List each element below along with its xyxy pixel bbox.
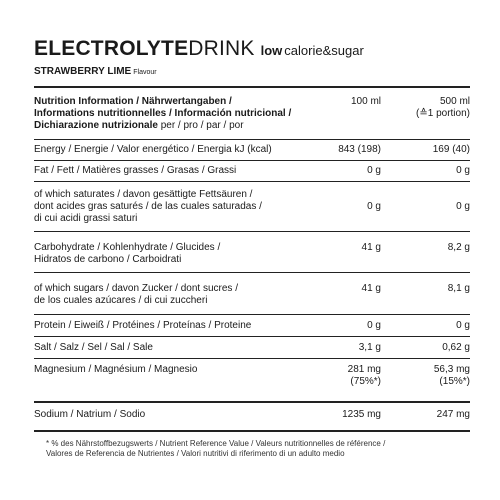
- row-value-reference: (75%*): [350, 376, 381, 387]
- row-value-100ml: 0 g: [367, 320, 381, 331]
- row-label-line: Hidratos de carbono / Carboidrati: [34, 254, 182, 265]
- row-value-100ml: [311, 364, 381, 388]
- row-value-100ml: 41 g: [361, 242, 381, 253]
- row-value-500ml: 8,1 g: [447, 283, 470, 294]
- row-divider: [34, 160, 470, 161]
- row-value-line: 281 mg: [347, 364, 381, 375]
- row-divider: [34, 139, 470, 140]
- row-label: Fat / Fett / Matières grasses / Grasas / Grassi: [34, 165, 237, 176]
- row-divider: [34, 358, 470, 359]
- row-value-100ml: 0 g: [367, 165, 381, 176]
- row-label: Magnesium / Magnésium / Magnesio: [34, 364, 198, 375]
- row-label-line: de los cuales azúcares / di cui zuccheri: [34, 295, 208, 306]
- row-value-500ml: 247 mg: [436, 409, 470, 420]
- row-value-100ml: 0 g: [367, 201, 381, 212]
- row-label: [34, 283, 302, 307]
- row-label-line: di cui acidi grassi saturi: [34, 213, 138, 224]
- header-line-2: Informations nutritionnelles / Información nutricional /: [34, 108, 292, 119]
- row-value-100ml: 1235 mg: [342, 409, 381, 420]
- flavour-line: [34, 64, 157, 79]
- bottom-rule: [34, 430, 470, 432]
- section-divider: [34, 401, 470, 403]
- row-value-reference: (15%*): [439, 376, 470, 387]
- header-line-3-light: per / pro / par / por: [157, 120, 244, 131]
- footnote-line-1: * % des Nährstoffbezugswerts / Nutrient Reference Value / Valeurs nutritionnelles de référence /: [46, 439, 386, 448]
- row-label-line: Carbohydrate / Kohlenhydrate / Glucides /: [34, 242, 221, 253]
- row-value-500ml: 8,2 g: [447, 242, 470, 253]
- row-label-line: of which sugars / davon Zucker / dont sucres /: [34, 283, 238, 294]
- brand-name-bold: ELECTROLYTE: [34, 37, 189, 60]
- row-value-line: 56,3 mg: [433, 364, 470, 375]
- product-title: [34, 38, 364, 62]
- row-label: Protein / Eiweiß / Protéines / Proteínas / Proteine: [34, 320, 252, 331]
- footnote: [46, 439, 470, 459]
- header-col-100ml: 100 ml: [350, 96, 381, 107]
- row-value-100ml: 843 (198): [338, 144, 381, 155]
- header-col-500ml-line1: 500 ml: [439, 96, 470, 107]
- row-divider: [34, 314, 470, 315]
- row-label-line: of which saturates / davon gesättigte Fettsäuren /: [34, 189, 253, 200]
- header-col-500ml-line2: (≙1 portion): [416, 108, 470, 119]
- row-value-500ml: 0,62 g: [442, 342, 470, 353]
- row-label: Salt / Salz / Sel / Sal / Sale: [34, 342, 153, 353]
- header-col-500ml: [390, 96, 470, 120]
- row-value-100ml: 41 g: [361, 283, 381, 294]
- row-value-500ml: 0 g: [456, 201, 470, 212]
- header-line-1: Nutrition Information / Nährwertangaben /: [34, 96, 232, 107]
- brand-name-light: DRINK: [188, 37, 255, 60]
- row-label: Energy / Energie / Valor energético / Energia kJ (kcal): [34, 144, 272, 155]
- row-divider: [34, 181, 470, 182]
- header-line-3-bold: Dichiarazione nutrizionale: [34, 120, 158, 131]
- footnote-line-2: Valores de Referencia de Nutrientes / Valori nutritivi di riferimento di un adulto medio: [46, 449, 345, 458]
- flavour-word: Flavour: [133, 69, 157, 76]
- row-label-line: dont acides gras saturés / de las cuales saturadas /: [34, 201, 262, 212]
- row-label: [34, 242, 302, 266]
- row-label: Sodium / Natrium / Sodio: [34, 409, 146, 420]
- flavour-name: STRAWBERRY LIME: [34, 66, 132, 77]
- row-divider: [34, 231, 470, 232]
- brand-tag-bold: low: [260, 43, 283, 58]
- brand-tag-light: calorie&sugar: [284, 43, 364, 58]
- row-label: [34, 189, 302, 225]
- row-value-500ml: 169 (40): [432, 144, 470, 155]
- top-rule: [34, 86, 470, 88]
- header-label: [34, 96, 302, 132]
- header-line-3: [34, 120, 302, 132]
- row-value-100ml: 3,1 g: [358, 342, 381, 353]
- row-divider: [34, 272, 470, 273]
- row-value-500ml: 0 g: [456, 320, 470, 331]
- row-value-500ml: 0 g: [456, 165, 470, 176]
- row-value-500ml: [390, 364, 470, 388]
- row-divider: [34, 336, 470, 337]
